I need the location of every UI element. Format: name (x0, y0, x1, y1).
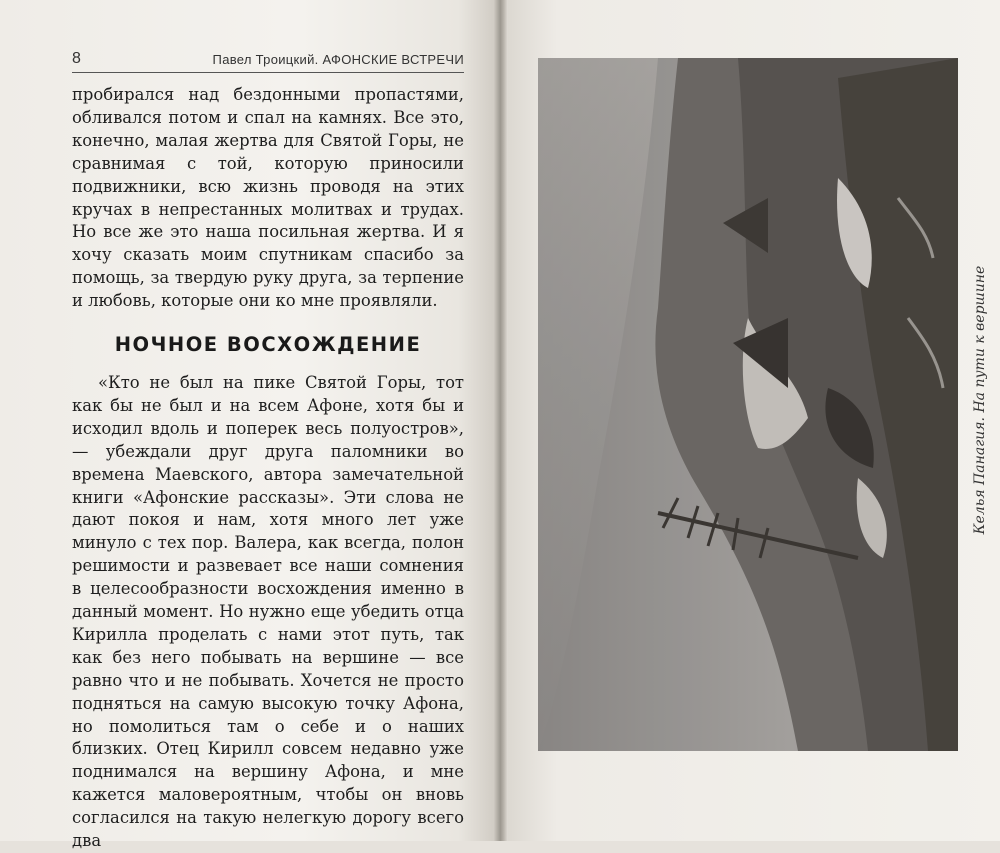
running-head (72, 48, 464, 73)
photo-caption: Келья Панагия. На пути к вершине (972, 265, 988, 535)
mountain-photo (538, 58, 958, 751)
text-block (72, 84, 464, 853)
book-gutter (494, 0, 508, 841)
page-number: 8 (72, 50, 81, 67)
running-head-title: Павел Троицкий. АФОНСКИЕ ВСТРЕЧИ (212, 52, 464, 67)
left-page (0, 0, 498, 851)
chapter-title: НОЧНОЕ ВОСХОЖДЕНИЕ (114, 333, 422, 357)
paragraph: пробирался над бездонными пропастями, обливался потом и спал на камнях. Все это, конечно, малая жертва для Святой Горы, не сравнимая с той, которую приносили подвижники, всю жизнь проводя на этих кручах в непрестанных молитвах и трудах. Но все же это наша посильная жертва. И я хочу сказать моим спутникам спасибо за помощь, за твердую руку друга, за терпение и любовь, которые они ко мне проявляли. (72, 85, 464, 311)
paragraph: «Кто не был на пике Святой Горы, тот как бы не был и на всем Афоне, хотя бы и исходил вдоль и поперек весь полуостров», — убеждали друг друга паломники во времена Маевского, автора замечательной книги «Афонские рассказы». Эти слова не дают покоя и нам, хотя много лет уже минуло с тех пор. Валера, как всегда, полон решимости и развевает все наши сомнения в целесообразности восхождения именно в данный момент. Но нужно еще убедить отца Кирилла проделать с нами этот путь, так как без него побывать на вершине — все равно что и не побывать. Хочется не просто подняться на самую высокую точку Афона, но помолиться там о себе и о наших близких. Отец Кирилл совсем недавно уже поднимался на вершину Афона, и мне кажется маловероятным, чтобы он вновь согласился на такую нелегкую дорогу всего два (72, 372, 464, 851)
